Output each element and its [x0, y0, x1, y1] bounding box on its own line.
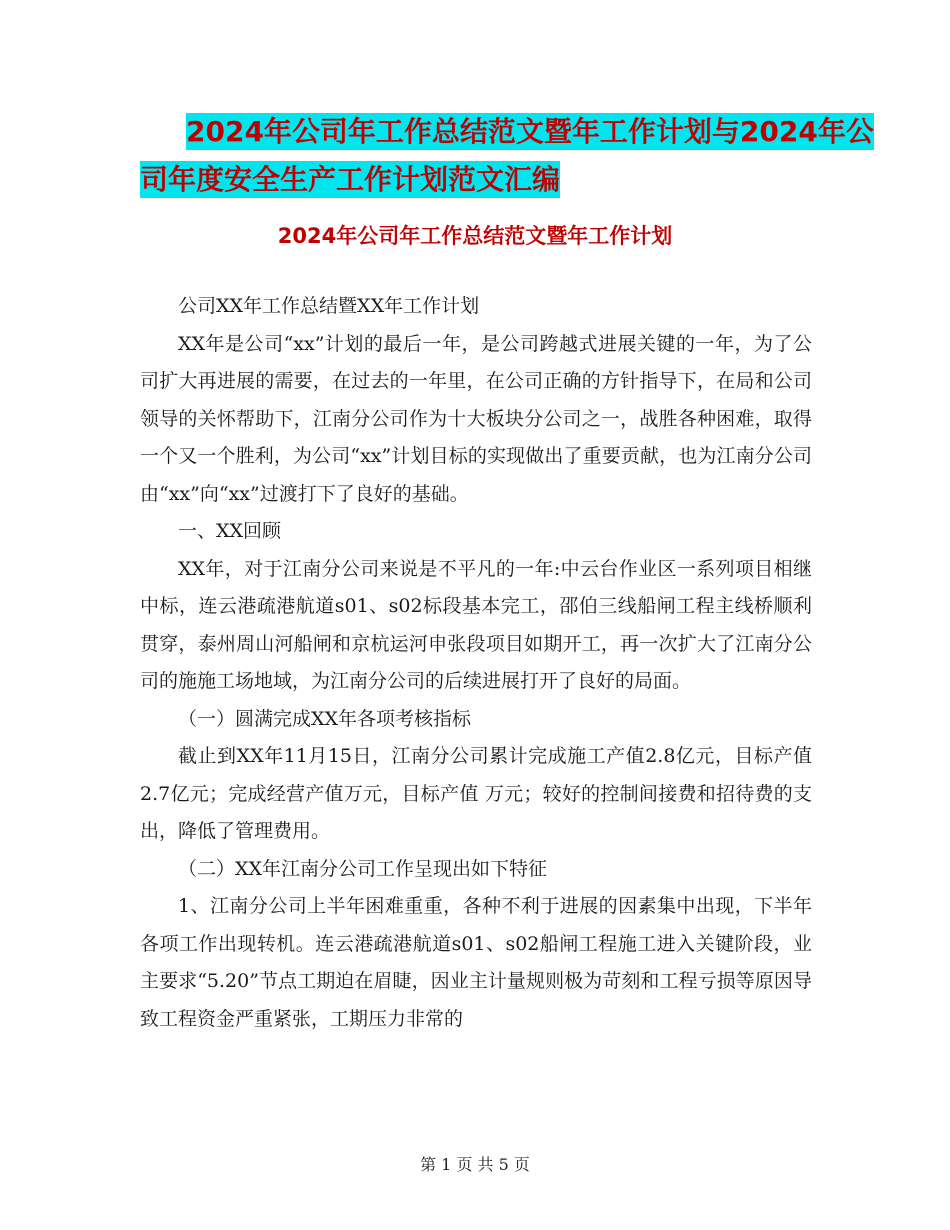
- paragraph: XX年是公司“xx”计划的最后一年，是公司跨越式进展关键的一年，为了公司扩大再进展的需要，在过去的一年里，在公司正确的方针指导下，在局和公司领导的关怀帮助下，江南分公司作为十大板块分公司之一，战胜各种困难，取得一个又一个胜利，为公司“xx”计划目标的实现做出了重要贡献，也为江南分公司由“xx”向“xx”过渡打下了良好的基础。: [140, 332, 812, 505]
- title-highlight-1: 2024年公司年工作总结范文暨年工作计划与2024年公: [186, 115, 874, 148]
- title-line-2: [140, 156, 830, 204]
- page-footer: 第 1 页 共 5 页: [420, 1155, 530, 1174]
- paragraph: 1、江南分公司上半年困难重重，各种不利于进展的因素集中出现，下半年各项工作出现转机。连云港疏港航道s01、s02船闸工程施工进入关键阶段，业主要求“5.20”节点工期迫在眉睫，因业主计量规则极为苛刻和工程亏损等原因导致工程资金严重紧张，工期压力非常的: [140, 895, 812, 1030]
- title-highlight-2: 司年度安全生产工作计划范文汇编: [140, 163, 561, 196]
- paragraph: XX年，对于江南分公司来说是不平凡的一年:中云台作业区一系列项目相继中标，连云港疏港航道s01、s02标段基本完工，邵伯三线船闸工程主线桥顺利贯穿，泰州周山河船闸和京杭运河申张段项目如期开工，再一次扩大了江南分公司的施施工场地域，为江南分公司的后续进展打开了良好的局面。: [140, 557, 812, 692]
- paragraph-heading: 一、XX回顾: [178, 520, 282, 542]
- paragraph: 公司XX年工作总结暨XX年工作计划: [178, 295, 480, 317]
- paragraph-heading: （一）圆满完成XX年各项考核指标: [178, 707, 472, 730]
- paragraph: 截止到XX年11月15日，江南分公司累计完成施工产值2.8亿元，目标产值2.7亿元；完成经营产值万元，目标产值 万元；较好的控制间接费和招待费的支出，降低了管理费用。: [140, 745, 812, 842]
- title-line-1: [140, 108, 874, 156]
- section-title: 2024年公司年工作总结范文暨年工作计划: [277, 224, 673, 248]
- document-title: [140, 108, 874, 204]
- body-text: [140, 288, 812, 1038]
- paragraph-heading: （二）XX年江南分公司工作呈现出如下特征: [178, 857, 548, 880]
